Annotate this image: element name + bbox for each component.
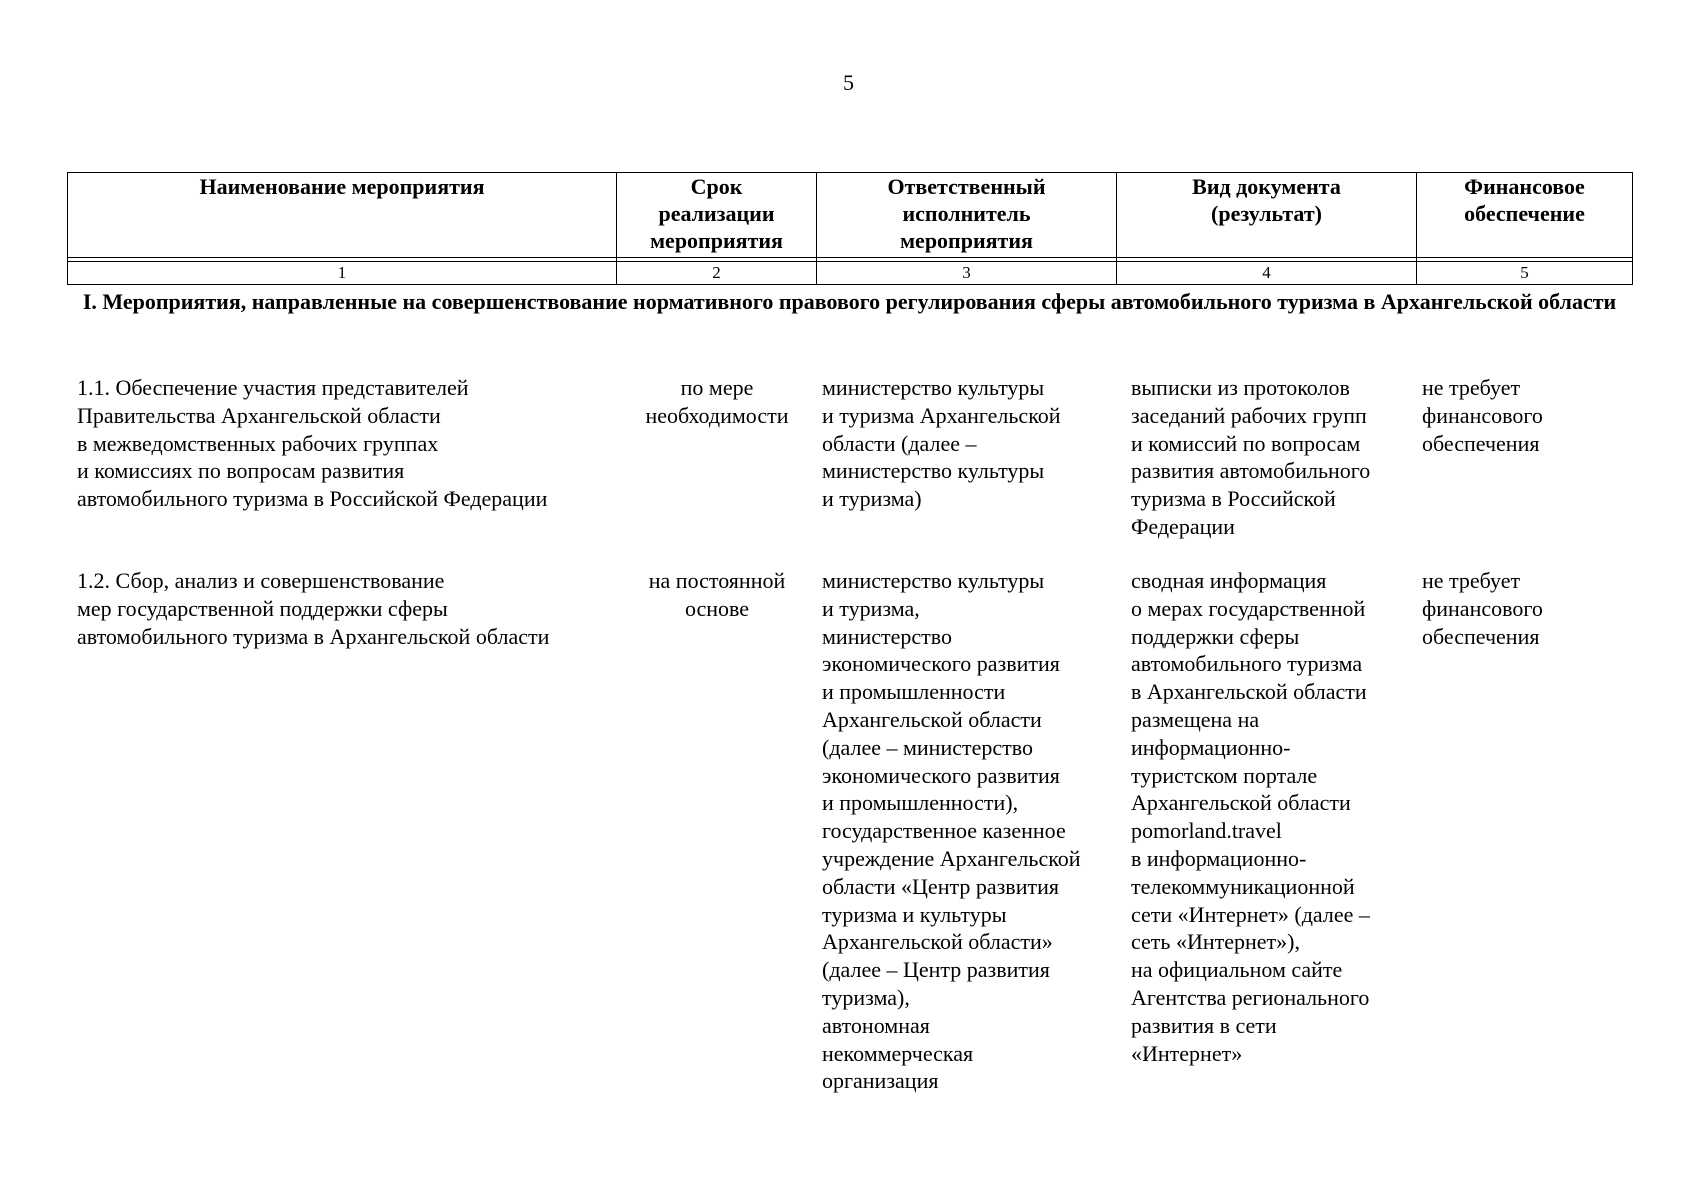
row-2-finance: не требует финансового обеспечения [1422,568,1543,649]
row-2-term: на постоянной основе [648,568,786,621]
row-2-name: 1.2. Сбор, анализ и совершенствование мер государственной поддержки сферы автомобильного туризма в Архангельской области [77,568,550,649]
column-header-term: Срок реализации мероприятия [617,173,817,258]
row-1-executor: министерство культуры и туризма Архангельской области (далее – министерство культуры и туризма) [822,375,1061,512]
column-numbers-row [68,262,1633,285]
row-2-executor: министерство культуры и туризма, министерство экономического развития и промышленности Архангельской области (далее – министерство экономического развития и промышленности), государственное казенное учреждение Архангельской области «Центр развития туризма и культуры Архангельской области» (далее – Центр развития туризма), автономная некоммерческая организация [822,568,1081,1094]
header-row [68,173,1633,258]
section-title: I. Мероприятия, направленные на совершенствование нормативного правового регулирования сферы автомобильного туризма в Архангельской области [82,289,1617,314]
column-header-name: Наименование мероприятия [68,173,617,258]
row-1-name: 1.1. Обеспечение участия представителей Правительства Архангельской области в межведомственных рабочих группах и комиссиях по вопросам развития автомобильного туризма в Российской Федерации [77,375,548,512]
column-header-finance: Финансовое обеспечение [1417,173,1633,258]
column-number: 1 [68,262,617,285]
table-header [67,172,1633,285]
column-number: 2 [617,262,817,285]
row-1-finance: не требует финансового обеспечения [1422,375,1543,456]
column-number: 4 [1117,262,1417,285]
row-1-term: по мере необходимости [645,375,789,428]
column-number: 5 [1417,262,1633,285]
column-header-executor: Ответственный исполнитель мероприятия [817,173,1117,258]
column-number: 3 [817,262,1117,285]
row-2-document: сводная информация о мерах государственной поддержки сферы автомобильного туризма в Архангельской области размещена на информационно- туристском портале Архангельской области pomorland.travel в информационно- телекоммуникационной сети «Интернет» (далее – сеть «Интернет»), на официальном сайте Агентства регионального развития в сети «Интернет» [1131,568,1370,1066]
column-header-document: Вид документа (результат) [1117,173,1417,258]
page-number: 5 [843,70,854,95]
row-1-document: выписки из протоколов заседаний рабочих групп и комиссий по вопросам развития автомобильного туризма в Российской Федерации [1131,375,1371,539]
